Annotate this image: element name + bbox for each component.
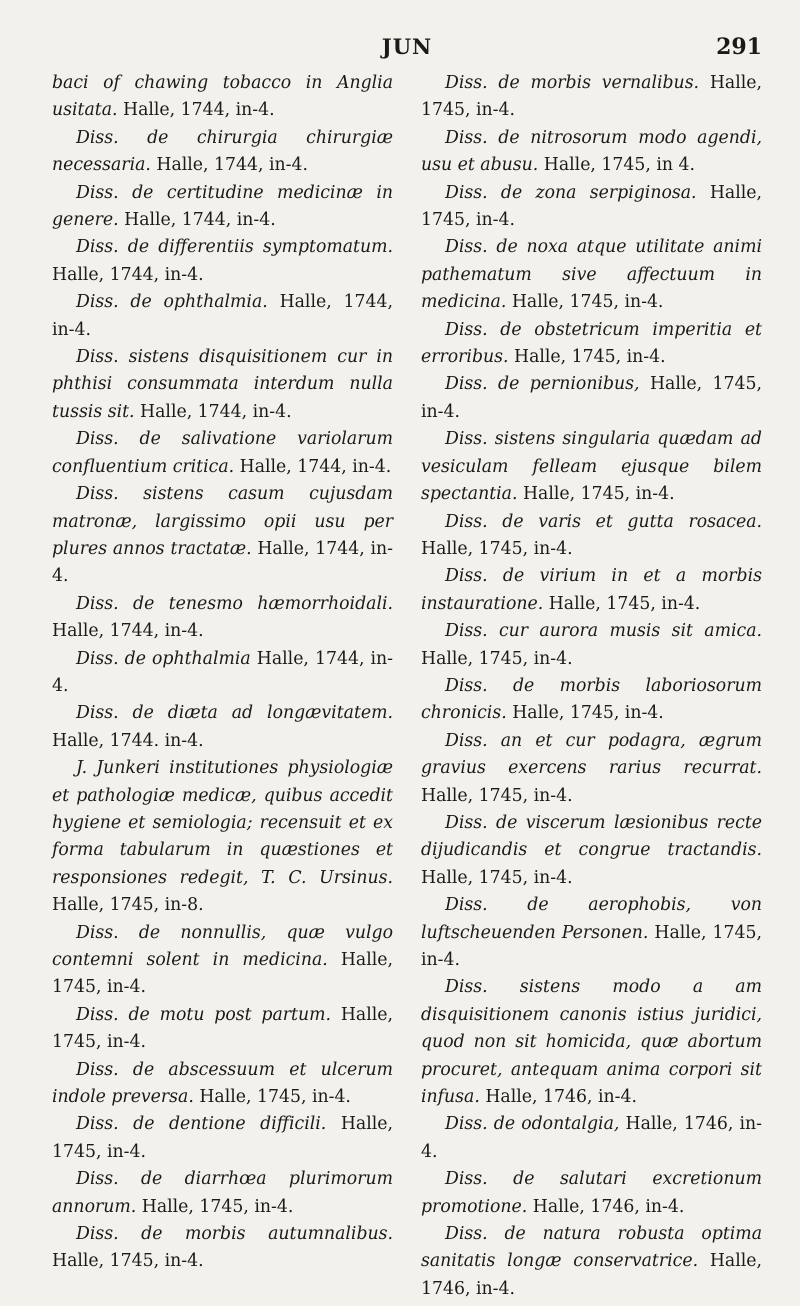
bibliography-entry [52,70,393,125]
entry-title: Diss. cur aurora musis sit amica. [445,621,762,642]
entry-title: Diss. sistens singularia quædam ad vesiculam felleam ejusque bilem spectantia. [421,429,762,505]
entry-imprint: Halle, 1745, in-4. [421,648,573,669]
entry-imprint: Halle, 1744, in-4. [52,264,204,285]
entry-title: Diss. de pernionibus, [445,374,640,395]
entry-imprint: Halle, 1744, in-4. [52,648,393,696]
entry-title: Diss. de differentiis symptomatum. [76,237,393,258]
entry-imprint: Halle, 1744, in-4. [52,538,393,587]
entry-imprint: Halle, 1745, in-8. [52,895,204,916]
bibliography-entry [421,974,762,1111]
entry-imprint: Halle, 1745, in-4. [421,867,573,888]
running-title: JUN [381,34,433,59]
entry-imprint: Halle, 1744, in-4. [150,155,308,176]
bibliography-entry [52,920,393,1002]
entry-title: Diss. de certitudine medicinæ in genere. [52,182,393,231]
entry-title: Diss. de morbis vernalibus. [445,73,700,93]
entry-imprint: Halle, 1745, in-4. [421,785,573,806]
bibliography-entry [52,234,393,289]
entry-title: Diss. de nonnullis, quæ vulgo contemni solent in medicina. [52,922,393,970]
bibliography-entry [52,1057,393,1112]
entry-title: Diss. de morbis laboriosorum chronicis. [421,675,762,724]
entry-imprint: Halle, 1744. in-4. [52,730,204,751]
entry-title: Diss. de zona serpiginosa. [445,182,697,203]
bibliography-entry [421,125,762,180]
entry-imprint: Halle, 1745, in-4. [136,1196,294,1217]
bibliography-entry [421,673,762,728]
entry-title: Diss. de salutari excretionum promotione. [421,1169,762,1217]
entry-imprint: Halle, 1744, in-4. [234,456,392,477]
bibliography-entry [52,700,393,755]
entry-imprint: Halle, 1746, in-4. [479,1087,637,1108]
entry-imprint: Halle, 1744, in-4. [117,100,275,121]
bibliography-entry [52,646,393,701]
bibliography-entry [421,234,762,316]
entry-imprint: Halle, 1744, in-4. [134,401,292,422]
bibliography-entry [421,1111,762,1166]
entry-title: Diss. de aerophobis, von luftscheuenden Personen. [421,895,762,943]
bibliography-entry [421,426,762,508]
bibliography-entry [421,371,762,426]
bibliography-entry [421,1166,762,1221]
bibliography-entry [52,1166,393,1221]
entry-title: Diss. sistens casum cujusdam matronæ, largissimo opii usu per plures annos tractatæ. [52,484,393,559]
entry-title: Diss. sistens disquisitionem cur in phthisi consummata interdum nulla tussis sit. [52,347,393,422]
entry-title: Diss. de diæta ad longævitatem. [76,703,393,724]
bibliography-entry [421,180,762,235]
entry-title: Diss. de tenesmo hæmorrhoidali. [76,593,393,614]
entry-title: Diss. de nitrosorum modo agendi, usu et abusu. [421,127,762,176]
entry-title: Diss. de diarrhœa plurimorum annorum. [52,1169,393,1217]
entry-imprint: Halle, 1745, in-4. [52,1114,393,1162]
entry-title: Diss. de natura robusta optima sanitatis longæ conservatrice. [421,1224,762,1272]
page-number: 291 [716,34,762,60]
bibliography-entry [52,755,393,919]
entry-title: Diss. de dentione difficili. [76,1114,327,1135]
entry-title: baci of chawing tobacco in Anglia usitata. [52,73,393,121]
entry-imprint: Halle, 1745, in-4. [421,182,762,231]
entry-imprint: Halle, 1745, in-4. [193,1087,351,1108]
bibliography-entry [52,125,393,180]
running-header [52,34,762,70]
entry-title: Diss. an et cur podagra, ægrum gravius exercens rarius recurrat. [421,730,762,779]
entry-title: Diss. de noxa atque utilitate animi pathematum sive affectuum in medicina. [421,237,762,313]
entry-imprint: Halle, 1745, in-4. [52,950,393,998]
entry-title: Diss. de obstetricum imperitia et erroribus. [421,319,762,368]
bibliography-entry [421,509,762,564]
entry-title: Diss. de ophthalmia. [76,292,268,313]
bibliography-entry [52,481,393,591]
bibliography-entry [421,563,762,618]
entry-imprint: Halle, 1745, in-4. [506,703,664,724]
entry-title: J. Junkeri institutiones physiologiæ et pathologiæ medicæ, quibus accedit hygiene et semiologia; recensuit et ex forma tabularum in quæstiones et responsiones redegit, T. C. Ursinus. [52,758,393,888]
bibliography-entry [52,1111,393,1166]
left-column [52,70,393,1303]
entry-imprint: Halle, 1745, in-4. [421,73,762,121]
bibliography-entry [421,728,762,810]
entry-imprint: Halle, 1746, in-4. [421,1114,762,1162]
bibliography-entry [421,892,762,974]
entry-title: Diss. de morbis autumnalibus. [76,1224,393,1245]
bibliography-entry [52,591,393,646]
entry-title: Diss. de abscessuum et ulcerum indole preversa. [52,1059,393,1108]
entry-imprint: Halle, 1745, in-4. [421,538,573,559]
bibliography-entry [421,1221,762,1303]
entry-title: Diss. de chirurgia chirurgiæ necessaria. [52,127,393,176]
entry-imprint: Halle, 1745, in-4. [421,922,762,970]
bibliography-entry [52,1002,393,1057]
entry-imprint: Halle, 1745, in-4. [421,374,762,422]
entry-title: Diss. de viscerum læsionibus recte dijudicandis et congrue tractandis. [421,812,762,861]
bibliography-entry [421,810,762,892]
entry-title: Diss. de ophthalmia [76,648,251,669]
entry-title: Diss. sistens modo a am disquisitionem canonis istius juridici, quod non sit homicida, quæ abortum procuret, antequam anima corpori sit infusa. [421,977,762,1108]
entry-imprint: Halle, 1746, in-4. [421,1251,762,1299]
right-column [421,70,762,1303]
entry-title: Diss. de odontalgia, [445,1114,620,1135]
entry-title: Diss. de virium in et a morbis instauratione. [421,566,762,614]
entry-imprint: Halle, 1745, in-4. [508,347,666,368]
entry-title: Diss. de salivatione variolarum confluentium critica. [52,429,393,477]
entry-imprint: Halle, 1744, in-4. [52,621,204,642]
entry-imprint: Halle, 1745, in-4. [52,1251,204,1272]
entry-imprint: Halle, 1745, in 4. [538,155,696,176]
entry-imprint: Halle, 1744, in-4. [118,210,276,231]
entry-title: Diss. de motu post partum. [76,1004,331,1025]
two-column-body [52,70,762,1303]
entry-title: Diss. de varis et gutta rosacea. [445,511,762,532]
entry-imprint: Halle, 1745, in-4. [506,292,664,313]
bibliography-entry [52,426,393,481]
bibliography-entry [52,180,393,235]
bibliography-entry [421,618,762,673]
bibliography-entry [52,289,393,344]
entry-imprint: Halle, 1746, in-4. [527,1196,685,1217]
entry-imprint: Halle, 1745, in-4. [52,1004,393,1053]
entry-imprint: Halle, 1745, in-4. [517,484,675,505]
entry-imprint: Halle, 1745, in-4. [543,593,701,614]
entry-imprint: Halle, 1744, in-4. [52,292,393,340]
bibliography-entry [52,344,393,426]
bibliography-entry [421,70,762,125]
bibliography-entry [52,1221,393,1276]
bibliography-entry [421,317,762,372]
